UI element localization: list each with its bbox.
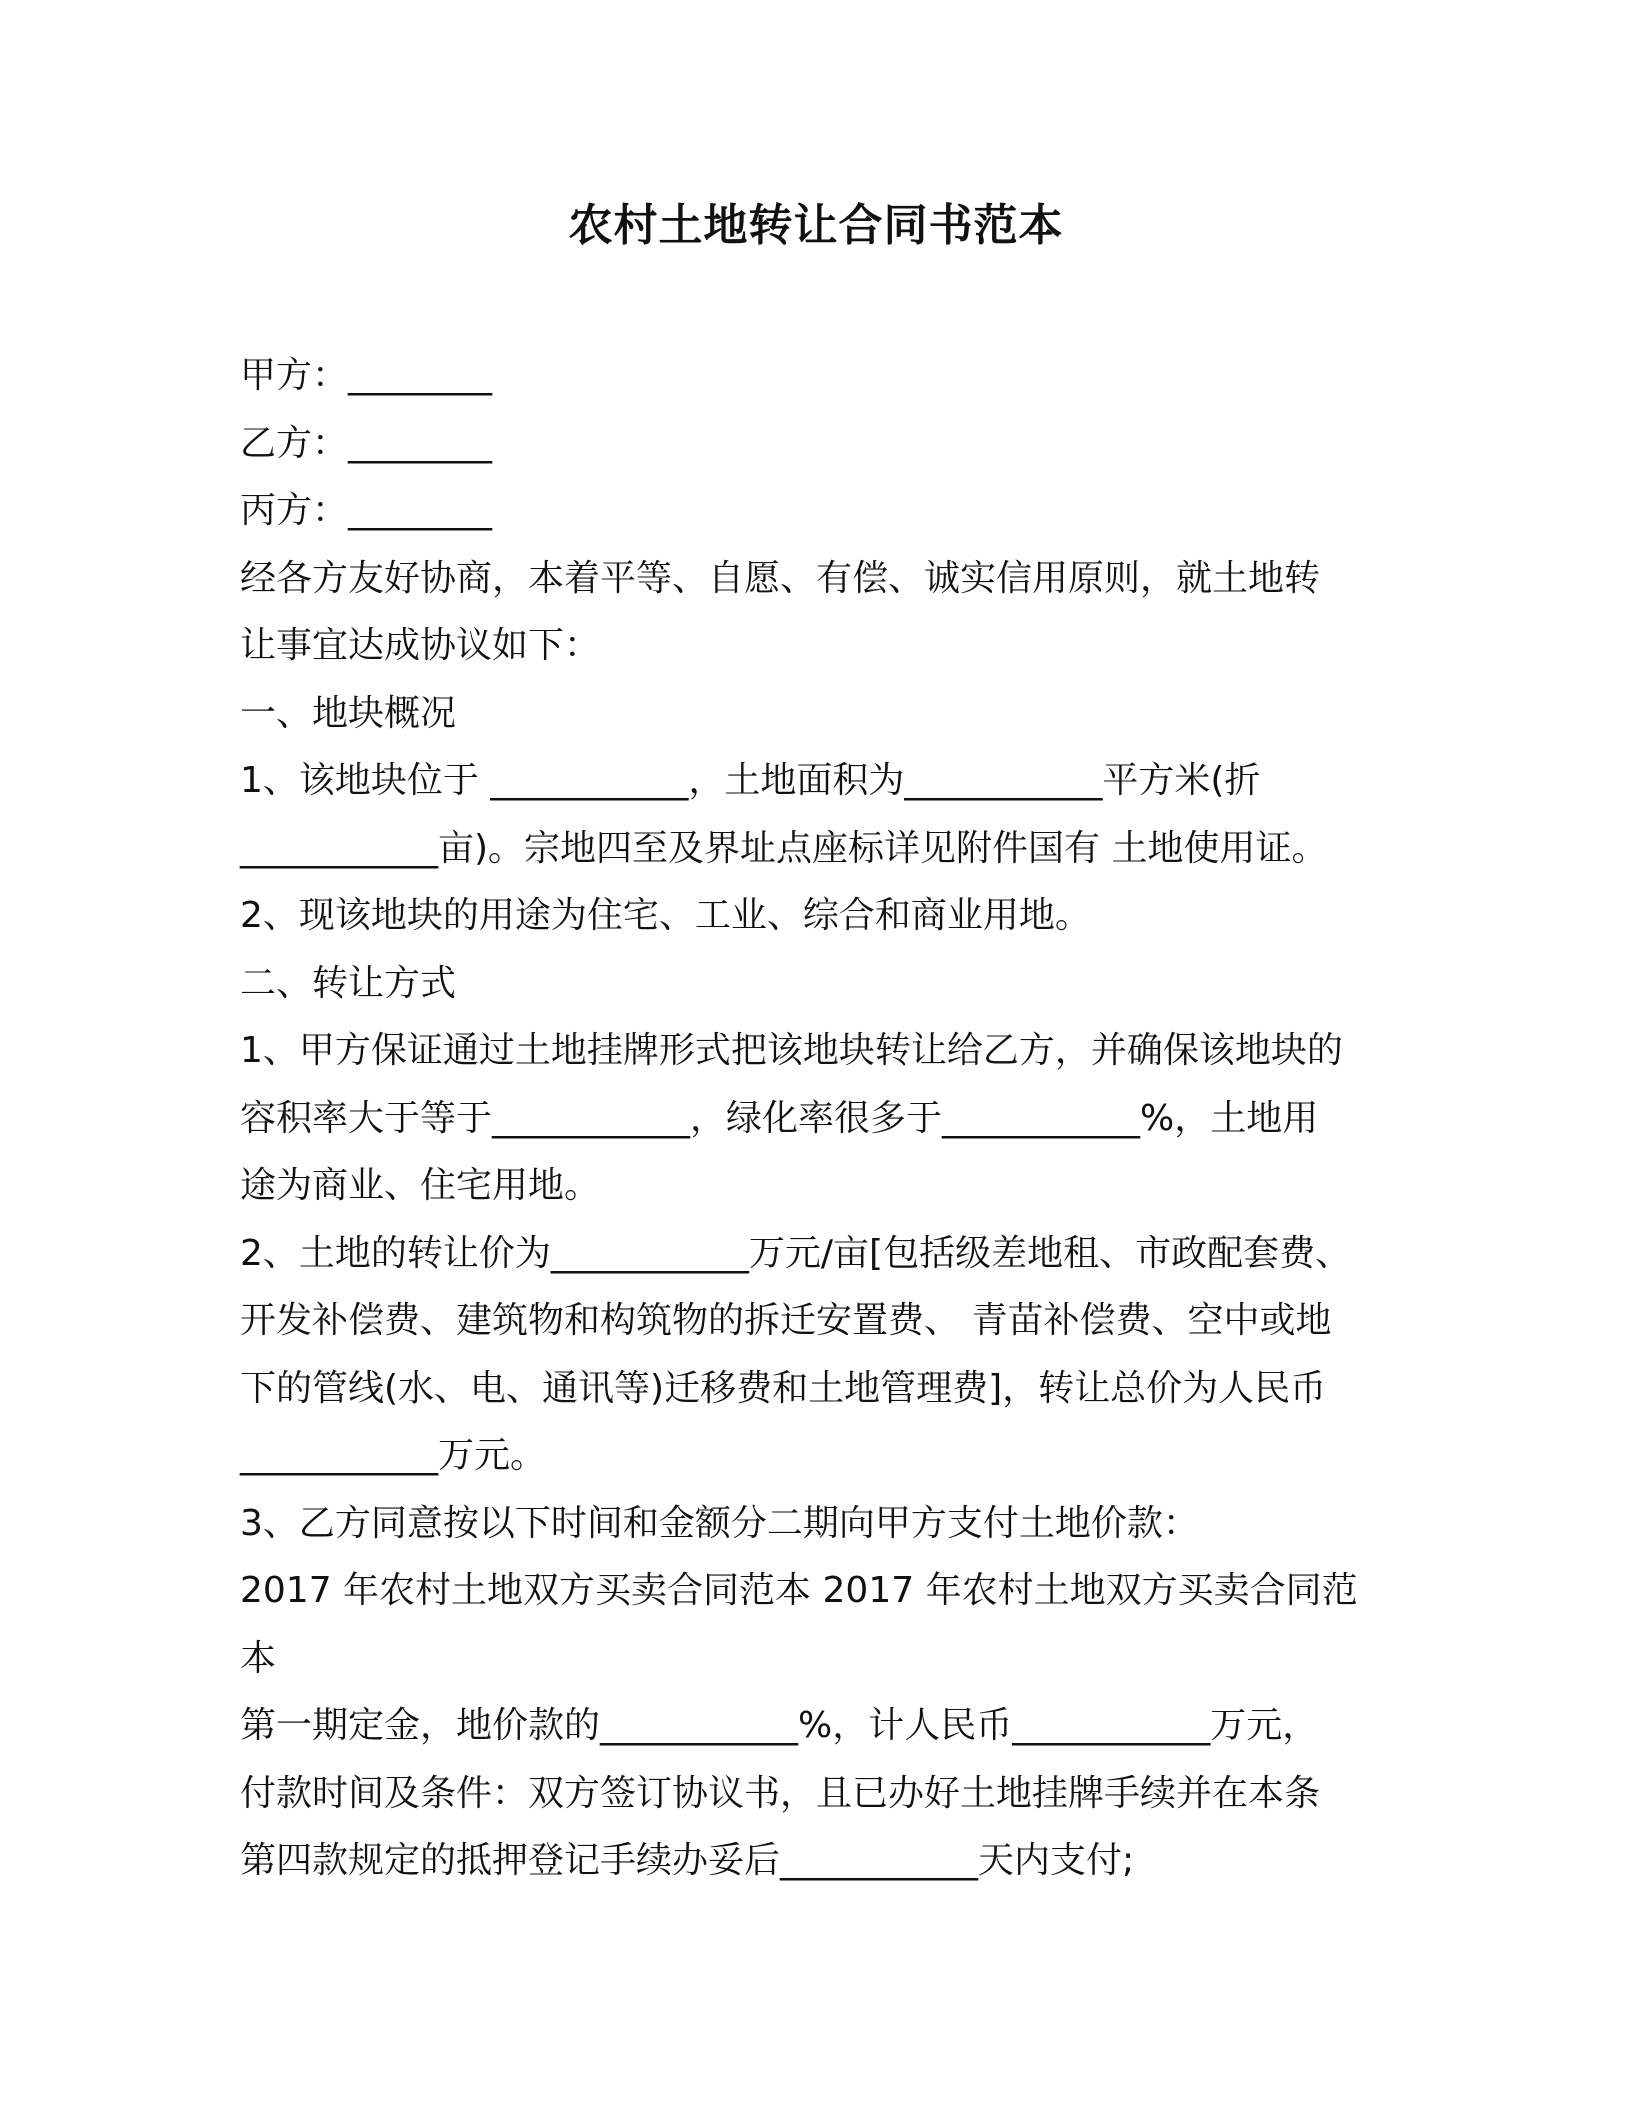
paragraph-line: 3、乙方同意按以下时间和金额分二期向甲方支付土地价款： — [240, 1502, 1199, 1544]
paragraph-line: 1、该地块位于 ___________，土地面积为___________平方米(折 — [240, 760, 1261, 801]
document-body — [240, 342, 1380, 1895]
paragraph-line: 1、甲方保证通过土地挂牌形式把该地块转让给乙方，并确保该地块的 — [240, 1030, 1343, 1071]
paragraph-line: 2017 年农村土地双方买卖合同范本 2017 年农村土地双方买卖合同范 — [240, 1570, 1358, 1611]
paragraph-line: 本 — [240, 1637, 277, 1679]
paragraph-line: 付款时间及条件：双方签订协议书，且已办好土地挂牌手续并在本条 — [240, 1772, 1321, 1814]
paragraph-line: ___________亩)。宗地四至及界址点座标详见附件国有 土地使用证。 — [240, 827, 1328, 869]
party-c-line: 丙方：________ — [240, 490, 493, 531]
section-heading: 一、地块概况 — [240, 692, 457, 734]
paragraph-line: 开发补偿费、建筑物和构筑物的拆迁安置费、 青苗补偿费、空中或地 — [240, 1300, 1332, 1341]
paragraph-line: 2、现该地块的用途为住宅、工业、综合和商业用地。 — [240, 895, 1091, 936]
document-title: 农村土地转让合同书范本 — [568, 200, 1064, 251]
paragraph-line: 容积率大于等于___________，绿化率很多于___________%，土地用 — [240, 1097, 1319, 1139]
paragraph-line: 下的管线(水、电、通讯等)迁移费和土地管理费]，转让总价为人民币 — [240, 1367, 1327, 1409]
preamble-line: 经各方友好协商，本着平等、自愿、有偿、诚实信用原则，就土地转 — [240, 557, 1321, 599]
party-b-line: 乙方：________ — [240, 422, 493, 464]
paragraph-line: 途为商业、住宅用地。 — [240, 1165, 601, 1206]
party-a-line: 甲方：________ — [240, 355, 493, 396]
preamble-line: 让事宜达成协议如下： — [240, 625, 601, 666]
section-heading: 二、转让方式 — [240, 962, 457, 1004]
paragraph-line: ___________万元。 — [240, 1435, 547, 1476]
paragraph-line: 2、土地的转让价为___________万元/亩[包括级差地租、市政配套费、 — [240, 1232, 1352, 1274]
paragraph-line: 第一期定金，地价款的___________%，计人民币___________万元， — [240, 1705, 1319, 1746]
paragraph-line: 第四款规定的抵押登记手续办妥后___________天内支付; — [240, 1840, 1135, 1881]
